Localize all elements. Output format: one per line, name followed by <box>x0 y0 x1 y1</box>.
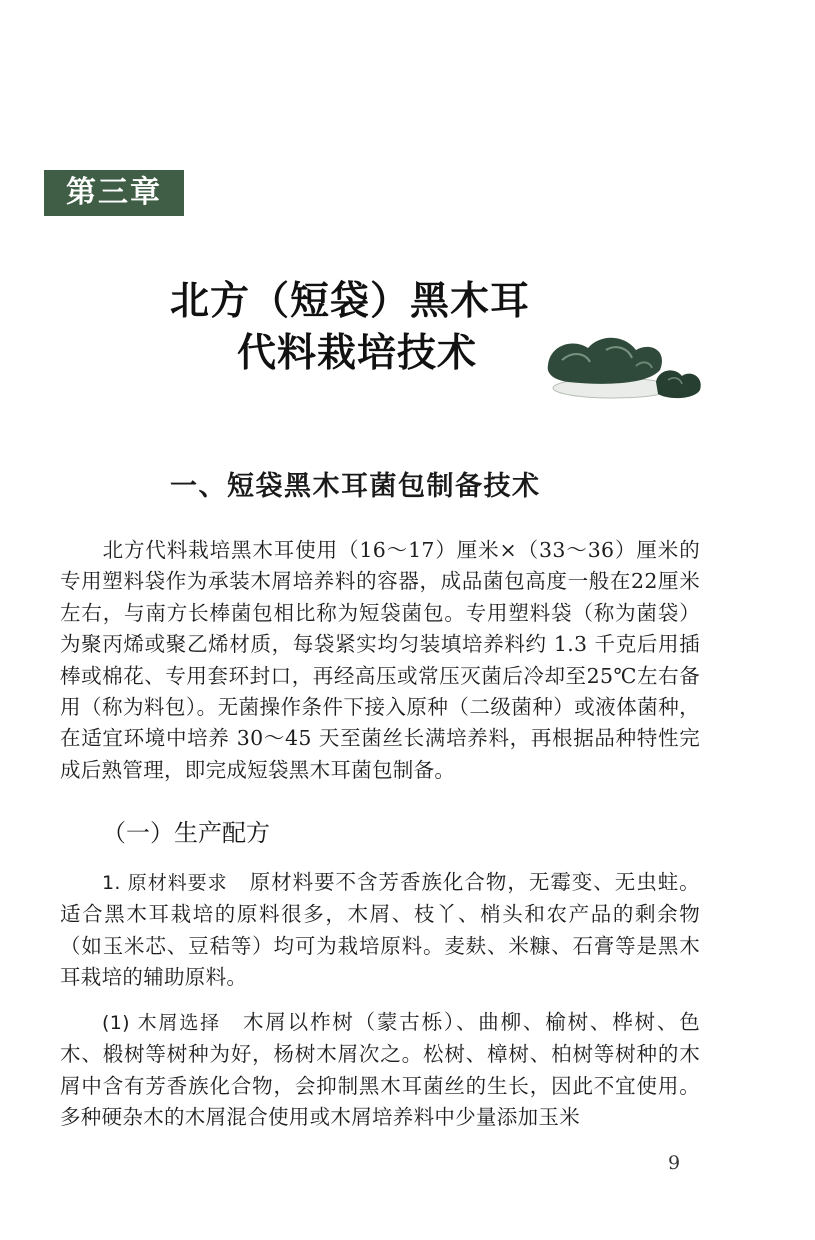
raw-material-paragraph <box>60 867 700 994</box>
black-fungus-illustration-icon <box>528 320 708 410</box>
page-number: 9 <box>668 1152 681 1174</box>
sawdust-paragraph <box>60 1007 700 1134</box>
chapter-title-line-1: 北方（短袋）黑木耳 <box>170 279 531 324</box>
sawdust-text: 木屑以柞树（蒙古栎）、曲柳、榆树、桦树、色木、椴树等树种为好，杨树木屑次之。松树、樟树、柏树等树种的木屑中含有芳香族化合物，会抑制黑木耳菌丝的生长，因此不宜使用。多种硬杂木的木屑混合使用或木屑培养料中少量添加玉米 <box>60 1010 700 1130</box>
chapter-title-line-2: 代料栽培技术 <box>237 331 478 376</box>
sawdust-label: (1) 木屑选择 <box>102 1012 221 1034</box>
chapter-label: 第三章 <box>44 170 184 216</box>
raw-material-label: 1. 原材料要求 <box>102 872 228 894</box>
intro-paragraph <box>60 535 700 786</box>
raw-material-text: 原材料要不含芳香族化合物，无霉变、无虫蛀。适合黑木耳栽培的原料很多，木屑、枝丫、梢头和农产品的剩余物（如玉米芯、豆秸等）均可为栽培原料。麦麸、米糠、石膏等是黑木耳栽培的辅助原料。 <box>60 870 700 990</box>
section-heading: 一、短袋黑木耳菌包制备技术 <box>170 471 541 502</box>
subsection-heading: （一）生产配方 <box>102 819 270 847</box>
intro-paragraph-text: 北方代料栽培黑木耳使用（16～17）厘米×（33～36）厘米的专用塑料袋作为承装木屑培养料的容器，成品菌包高度一般在22厘米左右，与南方长棒菌包相比称为短袋菌包。专用塑料袋（称为菌袋）为聚丙烯或聚乙烯材质，每袋紧实均匀装填培养料约 1.3 千克后用插棒或棉花、专用套环封口，再经高压或常压灭菌后冷却至25℃左右备用（称为料包）。无菌操作条件下接入原种（二级菌种）或液体菌种，在适宜环境中培养 30～45 天至菌丝长满培养料，再根据品种特性完成后熟管理，即完成短袋黑木耳菌包制备。 <box>60 538 700 782</box>
